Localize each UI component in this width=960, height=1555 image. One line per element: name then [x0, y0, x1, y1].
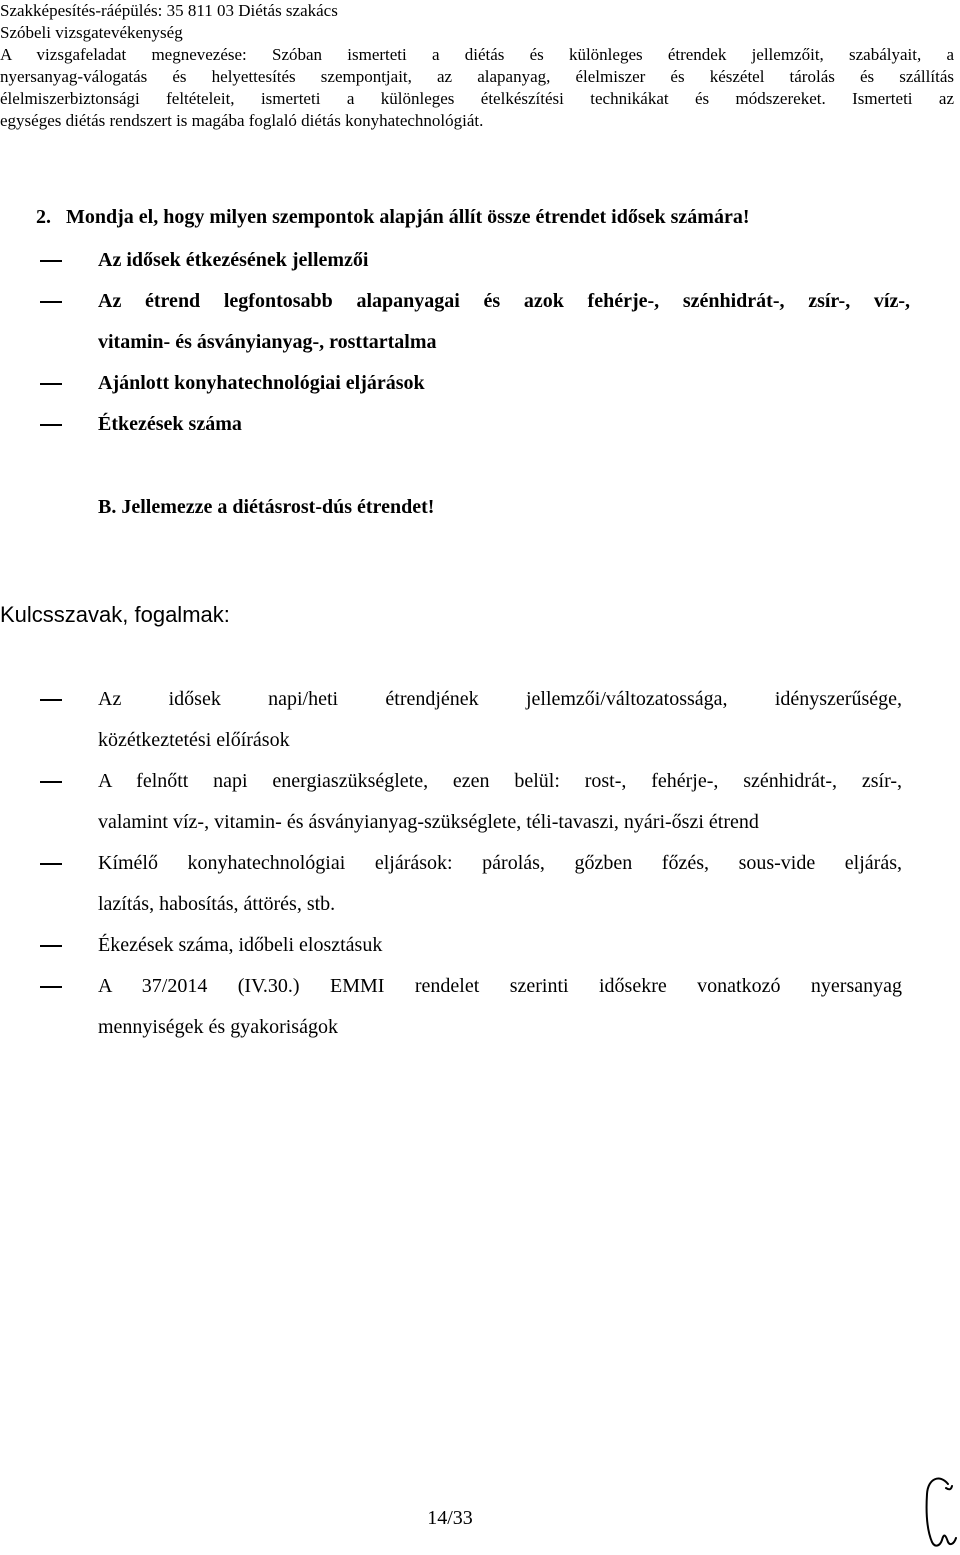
list-item: A felnőtt napi energiaszükséglete, ezen belül: rost-, fehérje-, szénhidrát-, zsír-, valamint víz-, vitamin- és ásványianyag-szükséglete, téli-tavaszi, nyári-őszi étrend: [40, 761, 902, 843]
header-task-line: élelmiszerbiztonsági feltételeit, ismerteti a különleges ételkészítési technikákat és módszereket. Ismerteti az: [0, 89, 954, 108]
keywords-list: [40, 679, 902, 1048]
signature-icon: [918, 1470, 958, 1550]
list-item: Az idősek napi/heti étrendjének jellemzői/változatossága, idényszerűsége, közétkeztetési előírások: [40, 679, 902, 761]
page-number: 14/33: [427, 1507, 473, 1529]
dash-bullet-icon: [40, 863, 62, 865]
header-qualification: Szakképesítés-ráépülés: 35 811 03 Diétás szakács: [0, 1, 338, 20]
header-task-line: egységes diétás rendszert is magába foglaló diétás konyhatechnológiát.: [0, 111, 484, 130]
question-heading: [36, 203, 956, 231]
question-number: 2.: [36, 206, 51, 228]
dash-bullet-icon: [40, 986, 62, 988]
dash-bullet-icon: [40, 781, 62, 783]
list-item: Az étrend legfontosabb alapanyagai és azok fehérje-, szénhidrát-, zsír-, víz-, vitamin- és ásványianyag-, rosttartalma: [40, 281, 910, 363]
question-b: B. Jellemezze a diétásrost-dús étrendet!: [98, 496, 435, 518]
list-item: A 37/2014 (IV.30.) EMMI rendelet szerinti idősekre vonatkozó nyersanyag mennyiségek és gyakoriságok: [40, 966, 902, 1048]
header-task-line: A vizsgafeladat megnevezése: Szóban ismerteti a diétás és különleges étrendek jellemzőit, szabályait, a: [0, 45, 954, 64]
dash-bullet-icon: [40, 383, 62, 385]
dash-bullet-icon: [40, 260, 62, 262]
list-item: Kímélő konyhatechnológiai eljárások: párolás, gőzben főzés, sous-vide eljárás, lazítás, habosítás, áttörés, stb.: [40, 843, 902, 925]
page-header: [0, 0, 960, 132]
list-item: Ajánlott konyhatechnológiai eljárások: [40, 363, 910, 404]
dash-bullet-icon: [40, 945, 62, 947]
question-subpoints: [40, 240, 910, 445]
dash-bullet-icon: [40, 699, 62, 701]
dash-bullet-icon: [40, 301, 62, 303]
list-item: Az idősek étkezésének jellemzői: [40, 240, 910, 281]
list-item: Étkezések száma: [40, 404, 910, 445]
keywords-title: Kulcsszavak, fogalmak:: [0, 602, 230, 627]
list-item: Ékezések száma, időbeli elosztásuk: [40, 925, 902, 966]
header-task-line: nyersanyag-válogatás és helyettesítés szempontjait, az alapanyag, élelmiszer és készétel tárolás és szállítás: [0, 67, 954, 86]
dash-bullet-icon: [40, 424, 62, 426]
question-text: Mondja el, hogy milyen szempontok alapján állít össze étrendet idősek számára!: [66, 206, 750, 228]
header-exam-type: Szóbeli vizsgatevékenység: [0, 23, 183, 42]
